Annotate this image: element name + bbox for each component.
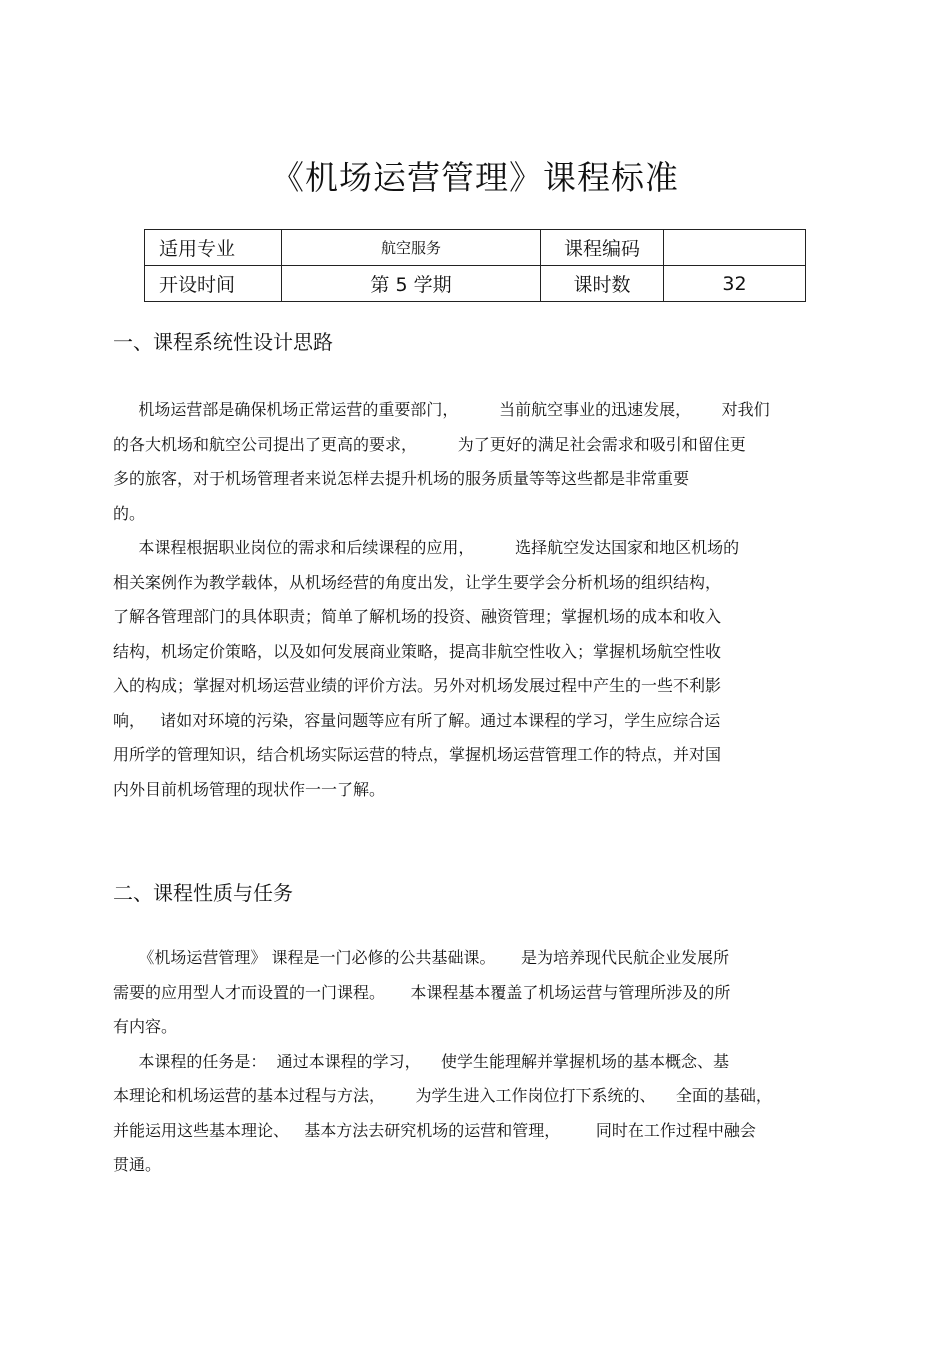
text-line: 有内容。 xyxy=(113,1017,178,1036)
document-title: 《机场运营管理》课程标准 xyxy=(271,158,679,197)
text-line: 本课程的任务是： 通过本课程的学习， 使学生能理解并掌握机场的基本概念、基 xyxy=(113,1051,729,1071)
hours-value: 32 xyxy=(664,266,806,302)
section2-body xyxy=(113,941,772,1183)
table-row xyxy=(145,266,806,302)
course-code-label: 课程编码 xyxy=(541,230,664,266)
major-label: 适用专业 xyxy=(145,230,282,266)
text-line: 机场运营部是确保机场正常运营的重要部门， 当前航空事业的迅速发展， 对我们 xyxy=(113,400,770,419)
course-code-value xyxy=(664,230,806,266)
section1-body xyxy=(113,393,770,807)
section1-heading: 一、课程系统性设计思路 xyxy=(113,330,333,354)
text-line: 入的构成；掌握对机场运营业绩的评价方法。另外对机场发展过程中产生的一些不利影 xyxy=(113,676,722,695)
table-row xyxy=(145,230,806,266)
text-line: 本课程根据职业岗位的需求和后续课程的应用， 选择航空发达国家和地区机场的 xyxy=(113,538,740,557)
major-value: 航空服务 xyxy=(282,230,541,266)
text-line: 本理论和机场运营的基本过程与方法， 为学生进入工作岗位打下系统的、 全面的基础， xyxy=(113,1086,772,1105)
text-line: 的。 xyxy=(113,503,146,523)
text-line: 《机场运营管理》 课程是一门必修的公共基础课。 是为培养现代民航企业发展所 xyxy=(113,948,729,967)
text-line: 相关案例作为教学载体，从机场经营的角度出发，让学生要学会分析机场的组织结构， xyxy=(113,572,722,592)
text-line: 多的旅客，对于机场管理者来说怎样去提升机场的服务质量等等这些都是非常重要 xyxy=(113,469,690,488)
text-line: 贯通。 xyxy=(113,1155,162,1174)
semester-value: 第 5 学期 xyxy=(282,266,541,302)
text-line: 结构，机场定价策略，以及如何发展商业策略，提高非航空性收入；掌握机场航空性收 xyxy=(113,641,722,661)
text-line: 并能运用这些基本理论、 基本方法去研究机场的运营和管理， 同时在工作过程中融会 xyxy=(113,1120,756,1140)
semester-label: 开设时间 xyxy=(145,266,282,302)
section2-heading: 二、课程性质与任务 xyxy=(113,881,293,905)
text-line: 了解各管理部门的具体职责；简单了解机场的投资、融资管理；掌握机场的成本和收入 xyxy=(113,607,722,626)
text-line: 需要的应用型人才而设置的一门课程。 本课程基本覆盖了机场运营与管理所涉及的所 xyxy=(113,982,731,1002)
text-line: 内外目前机场管理的现状作一一了解。 xyxy=(113,779,386,799)
text-line: 的各大机场和航空公司提出了更高的要求， 为了更好的满足社会需求和吸引和留住更 xyxy=(113,434,746,454)
text-line: 用所学的管理知识，结合机场实际运营的特点，掌握机场运营管理工作的特点，并对国 xyxy=(113,745,722,764)
hours-label: 课时数 xyxy=(541,266,664,302)
text-line: 响， 诸如对环境的污染，容量问题等应有所了解。通过本课程的学习，学生应综合运 xyxy=(113,710,721,730)
course-info-table xyxy=(144,229,806,302)
